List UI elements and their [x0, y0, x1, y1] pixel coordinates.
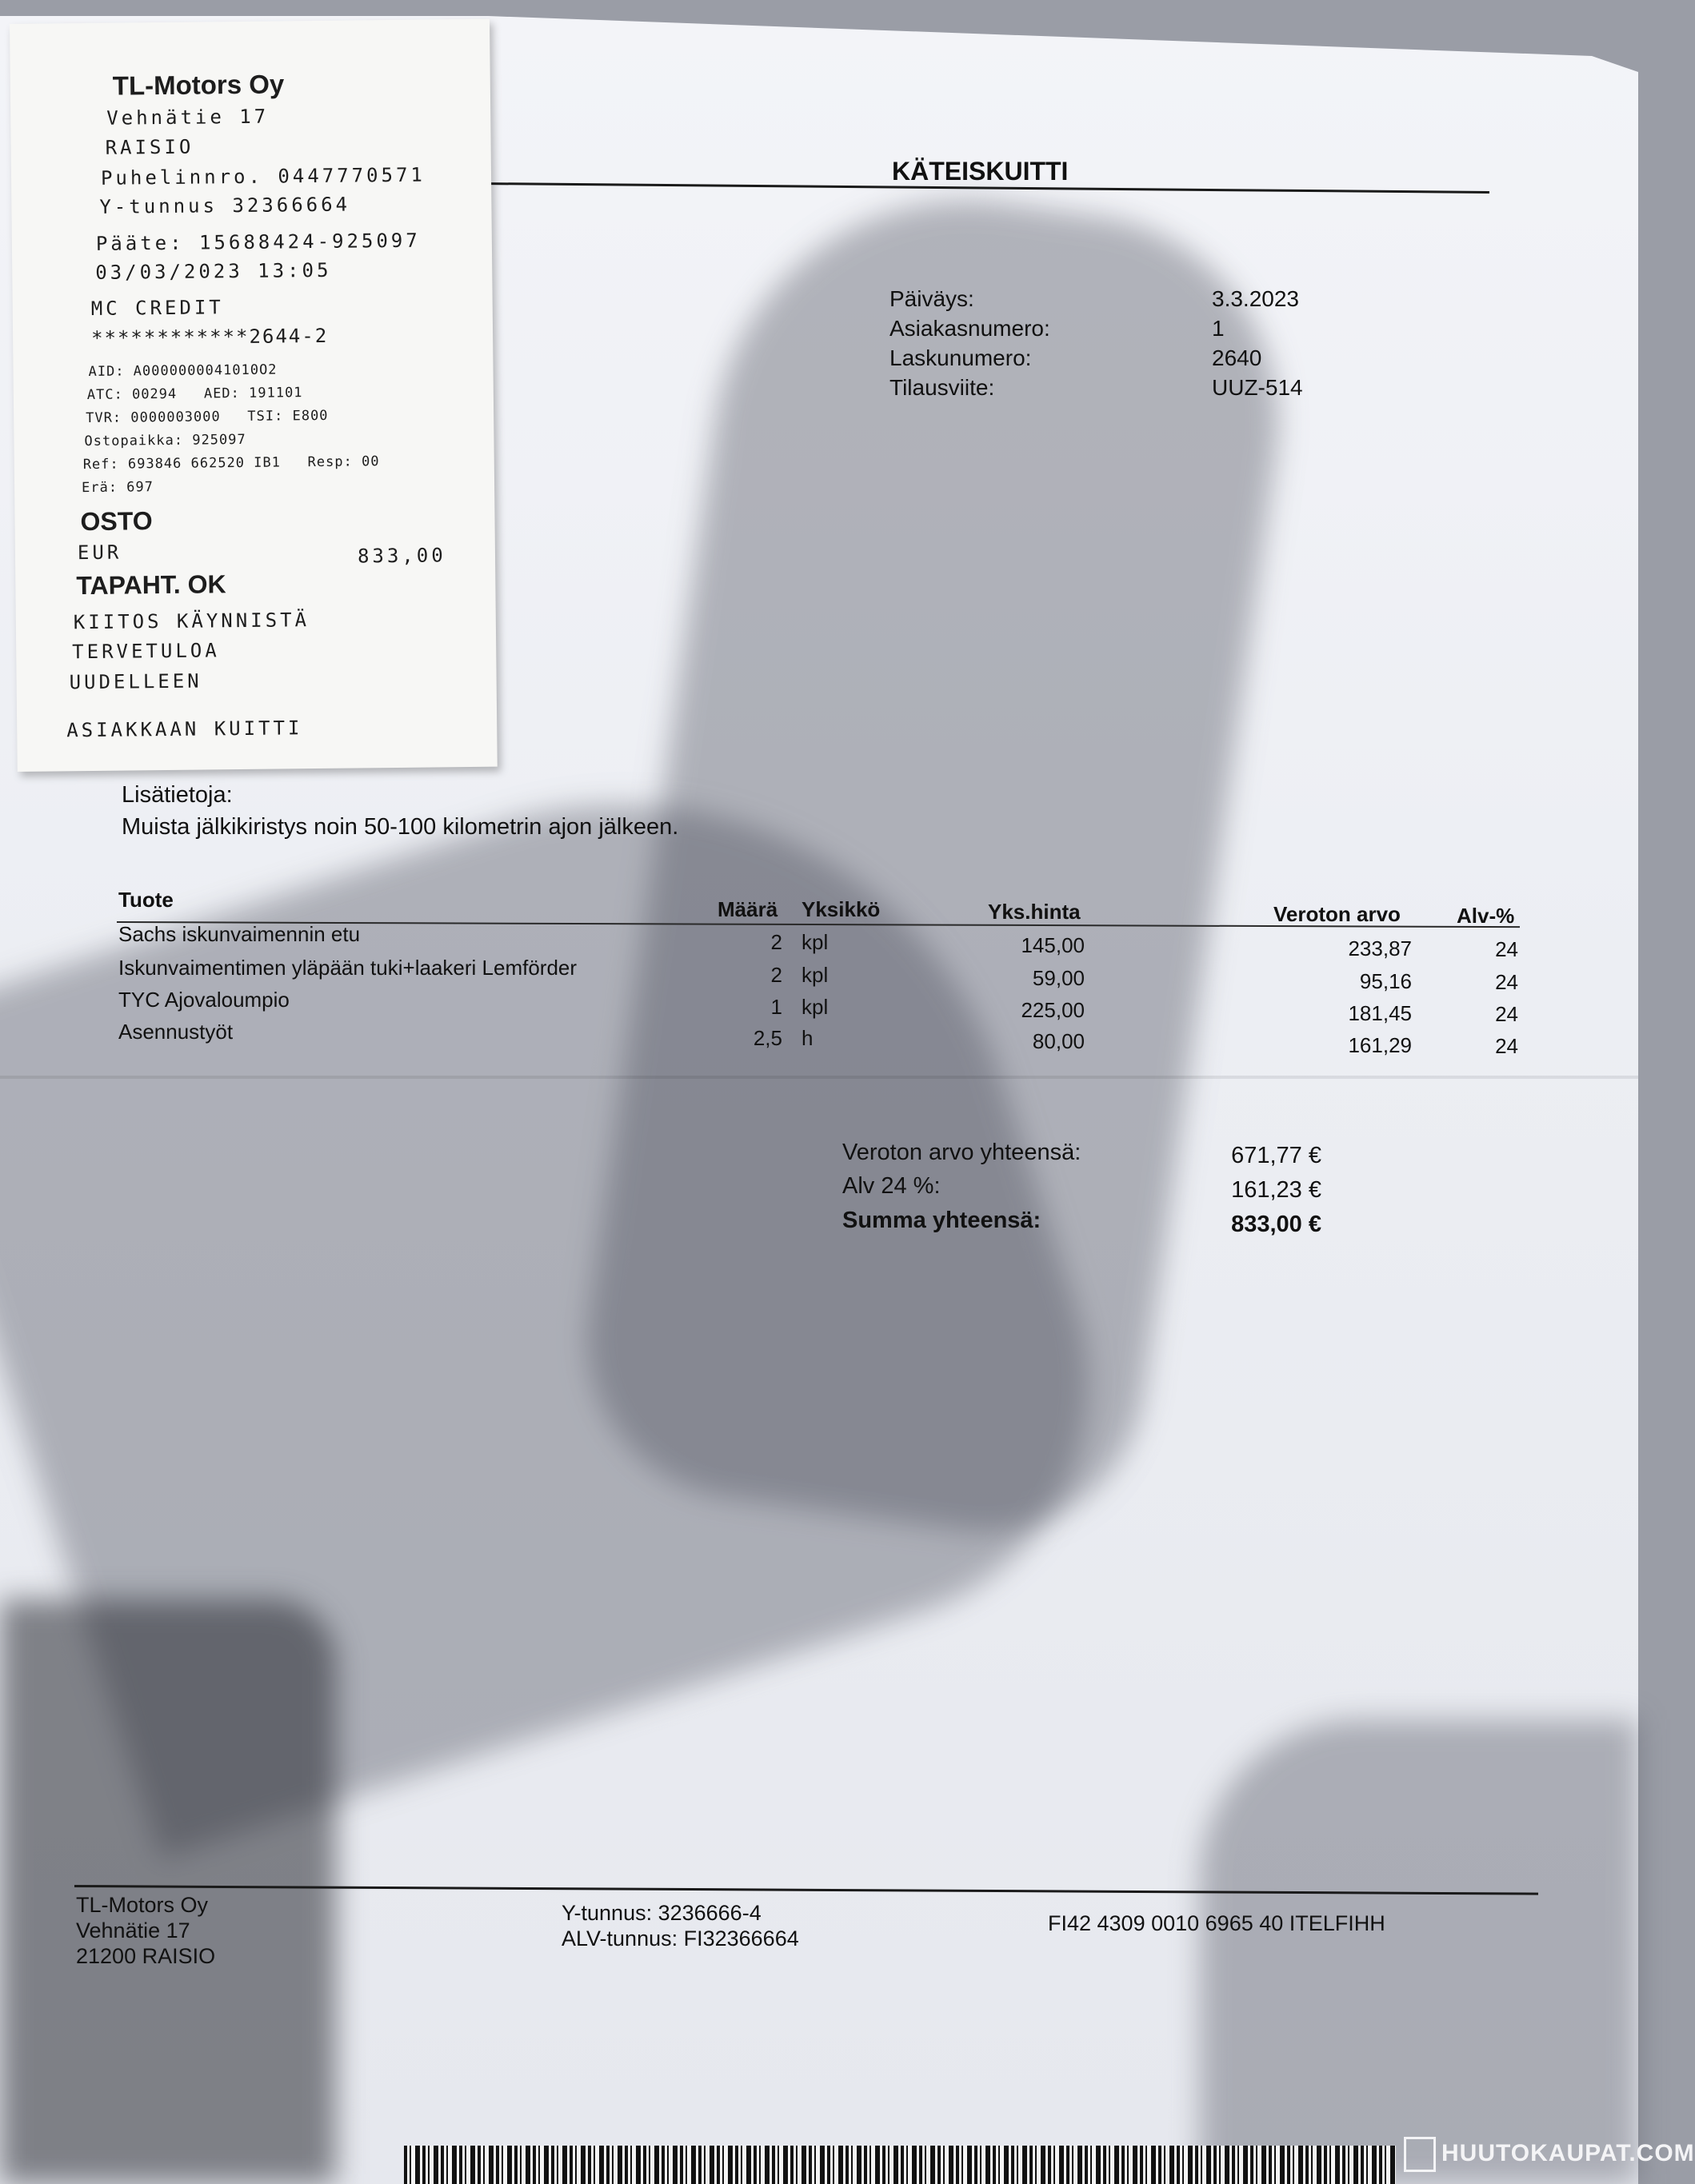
cell-unit-price: 145,00	[1021, 933, 1085, 957]
receipt-phone: Puhelinnro. 0447770571	[100, 163, 426, 190]
receipt-ref: Ref: 693846 662520 IB1 Resp: 00	[82, 453, 380, 473]
col-net-value: Veroton arvo	[1273, 902, 1401, 926]
receipt-tvr: TVR: 0000003000 TSI: E800	[86, 407, 329, 427]
grand-total-value: 833,00 €	[1231, 1212, 1321, 1237]
receipt-status: TAPAHT. OK	[76, 569, 226, 601]
footer-company: TL-Motors Oy	[76, 1893, 209, 1917]
meta-value-date: 3.3.2023	[1212, 286, 1299, 311]
cell-product: Iskunvaimentimen yläpään tuki+laakeri Lemförder	[118, 956, 578, 980]
meta-label-invoice: Laskunumero:	[889, 345, 1032, 370]
cell-unit: h	[802, 1026, 814, 1050]
cell-vat: 24	[1495, 1002, 1518, 1026]
cell-vat: 24	[1495, 937, 1518, 961]
watermark-logo-icon	[1404, 2137, 1436, 2172]
footer-street: Vehnätie 17	[76, 1918, 190, 1942]
footer-ytunnus: Y-tunnus: 3236666-4	[562, 1901, 762, 1925]
cell-vat: 24	[1495, 1034, 1518, 1058]
receipt-card-number: ************2644-2	[90, 324, 329, 349]
receipt-era: Erä: 697	[81, 479, 154, 497]
receipt-ytunnus: Y-tunnus 32366664	[99, 193, 351, 218]
cell-unit-price: 225,00	[1021, 998, 1085, 1022]
shadow-overlay	[0, 1599, 336, 2184]
cell-net-value: 181,45	[1348, 1001, 1412, 1025]
notes-text: Muista jälkikiristys noin 50-100 kilometrin ajon jälkeen.	[122, 814, 679, 840]
receipt-aid: AID: A0000000041010O2	[88, 361, 278, 380]
shadow-overlay	[1200, 1719, 1638, 2184]
cell-qty: 1	[770, 995, 782, 1019]
col-unit: Yksikkö	[802, 897, 881, 921]
receipt-purchase: OSTO	[80, 506, 153, 537]
cell-product: Sachs iskunvaimennin etu	[118, 922, 361, 946]
footer-city: 21200 RAISIO	[76, 1944, 216, 1968]
meta-value-order-ref: UUZ-514	[1212, 375, 1303, 400]
receipt-amount: 833,00	[357, 544, 446, 568]
meta-label-customer: Asiakasnumero:	[889, 316, 1050, 341]
total-vat-label: Alv 24 %:	[842, 1173, 941, 1199]
total-net-value: 671,77 €	[1231, 1143, 1321, 1168]
receipt-currency: EUR	[77, 541, 122, 565]
meta-value-invoice: 2640	[1212, 345, 1262, 370]
cell-net-value: 95,16	[1359, 969, 1412, 993]
card-receipt	[10, 19, 498, 772]
meta-label-order-ref: Tilausviite:	[889, 375, 995, 400]
paper-fold	[0, 1076, 1638, 1079]
receipt-company: TL-Motors Oy	[112, 69, 285, 101]
footer-alv: ALV-tunnus: FI32366664	[562, 1926, 799, 1950]
cell-net-value: 161,29	[1348, 1033, 1412, 1057]
receipt-street: Vehnätie 17	[106, 105, 270, 130]
receipt-datetime: 03/03/2023 13:05	[95, 258, 332, 284]
receipt-ostopaikka: Ostopaikka: 925097	[84, 431, 246, 450]
barcode	[404, 2146, 1396, 2184]
receipt-copy-label: ASIAKKAAN KUITTI	[66, 717, 303, 742]
watermark-text: HUUTOKAUPAT.COM	[1441, 2140, 1695, 2166]
invoice-title: KÄTEISKUITTI	[892, 157, 1069, 186]
total-vat-value: 161,23 €	[1231, 1177, 1321, 1203]
receipt-thanks-2: TERVETULOA	[72, 639, 220, 664]
footer-iban: FI42 4309 0010 6965 40 ITELFIHH	[1048, 1911, 1385, 1935]
cell-unit-price: 59,00	[1032, 966, 1085, 990]
cell-unit: kpl	[802, 930, 829, 954]
col-qty: Määrä	[718, 897, 778, 921]
total-net-label: Veroton arvo yhteensä:	[842, 1140, 1081, 1165]
meta-label-date: Päiväys:	[889, 286, 974, 311]
meta-value-customer: 1	[1212, 316, 1225, 341]
receipt-card-type: MC CREDIT	[90, 296, 224, 320]
cell-qty: 2,5	[753, 1026, 782, 1050]
cell-unit-price: 80,00	[1032, 1029, 1085, 1053]
receipt-terminal: Pääte: 15688424-925097	[95, 229, 421, 255]
receipt-thanks-3: UUDELLEEN	[69, 669, 202, 694]
cell-qty: 2	[770, 963, 782, 987]
cell-unit: kpl	[802, 995, 829, 1019]
col-vat: Alv-%	[1457, 904, 1515, 928]
col-unit-price: Yks.hinta	[988, 900, 1081, 924]
cell-qty: 2	[770, 930, 782, 954]
cell-vat: 24	[1495, 970, 1518, 994]
grand-total-label: Summa yhteensä:	[842, 1208, 1041, 1233]
notes-heading: Lisätietoja:	[122, 782, 233, 808]
col-product: Tuote	[118, 888, 174, 912]
cell-unit: kpl	[802, 963, 829, 987]
cell-product: TYC Ajovaloumpio	[118, 988, 290, 1012]
receipt-thanks-1: KIITOS KÄYNNISTÄ	[73, 609, 310, 634]
receipt-city: RAISIO	[105, 135, 194, 159]
receipt-atc: ATC: 00294 AED: 191101	[86, 385, 303, 404]
cell-product: Asennustyöt	[118, 1020, 234, 1044]
cell-net-value: 233,87	[1348, 936, 1412, 960]
